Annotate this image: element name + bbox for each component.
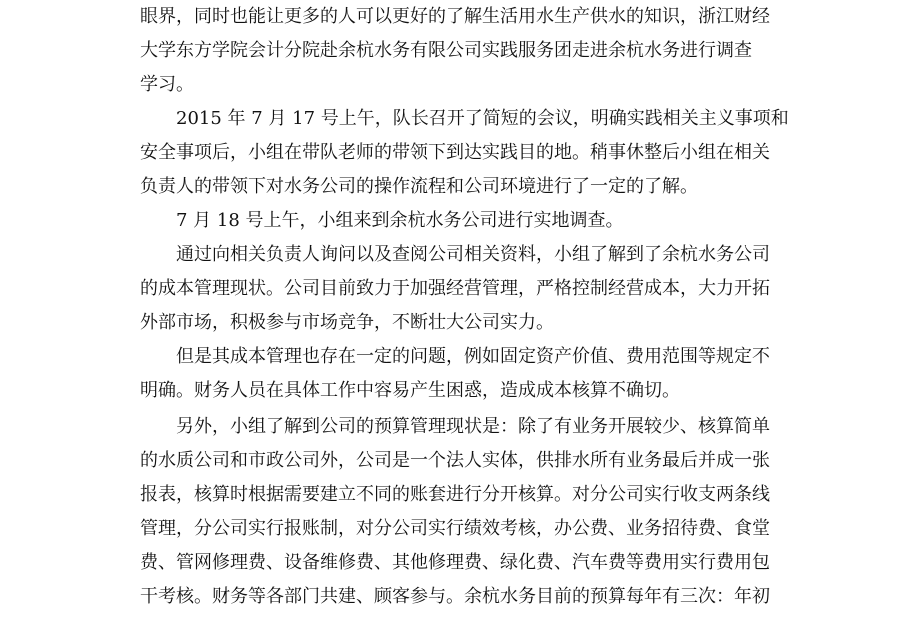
paragraph-2-line-3: 负责人的带领下对水务公司的操作流程和公司环境进行了一定的了解。	[140, 176, 698, 197]
paragraph-3-line-1: 7 月 18 号上午，小组来到余杭水务公司进行实地调查。	[176, 210, 624, 231]
paragraph-2-line-1: 2015 年 7 月 17 号上午，队长召开了简短的会议，明确实践相关主义事项和	[176, 108, 789, 129]
paragraph-1-line-3: 学习。	[140, 74, 194, 95]
paragraph-6-line-1: 另外，小组了解到公司的预算管理现状是：除了有业务开展较少、核算简单	[176, 416, 770, 437]
paragraph-4-line-3: 外部市场，积极参与市场竞争，不断壮大公司实力。	[140, 312, 554, 333]
paragraph-6-line-3: 报表，核算时根据需要建立不同的账套进行分开核算。对分公司实行收支两条线	[140, 484, 770, 505]
paragraph-5-line-1: 但是其成本管理也存在一定的问题，例如固定资产价值、费用范围等规定不	[176, 346, 770, 367]
paragraph-6-line-6: 干考核。财务等各部门共建、顾客参与。余杭水务目前的预算每年有三次：年初	[140, 586, 770, 607]
paragraph-2-line-2: 安全事项后，小组在带队老师的带领下到达实践目的地。稍事休整后小组在相关	[140, 142, 770, 163]
paragraph-1-line-1: 眼界，同时也能让更多的人可以更好的了解生活用水生产供水的知识，浙江财经	[140, 6, 770, 27]
paragraph-1-line-2: 大学东方学院会计分院赴余杭水务有限公司实践服务团走进余杭水务进行调查	[140, 40, 752, 61]
paragraph-6-line-2: 的水质公司和市政公司外，公司是一个法人实体，供排水所有业务最后并成一张	[140, 450, 770, 471]
paragraph-4-line-1: 通过向相关负责人询问以及查阅公司相关资料，小组了解到了余杭水务公司	[176, 244, 770, 265]
paragraph-6-line-4: 管理，分公司实行报账制，对分公司实行绩效考核，办公费、业务招待费、食堂	[140, 518, 770, 539]
paragraph-4-line-2: 的成本管理现状。公司目前致力于加强经营管理，严格控制经营成本，大力开拓	[140, 278, 770, 299]
paragraph-5-line-2: 明确。财务人员在具体工作中容易产生困惑，造成成本核算不确切。	[140, 380, 680, 401]
paragraph-6-line-5: 费、管网修理费、设备维修费、其他修理费、绿化费、汽车费等费用实行费用包	[140, 552, 770, 573]
